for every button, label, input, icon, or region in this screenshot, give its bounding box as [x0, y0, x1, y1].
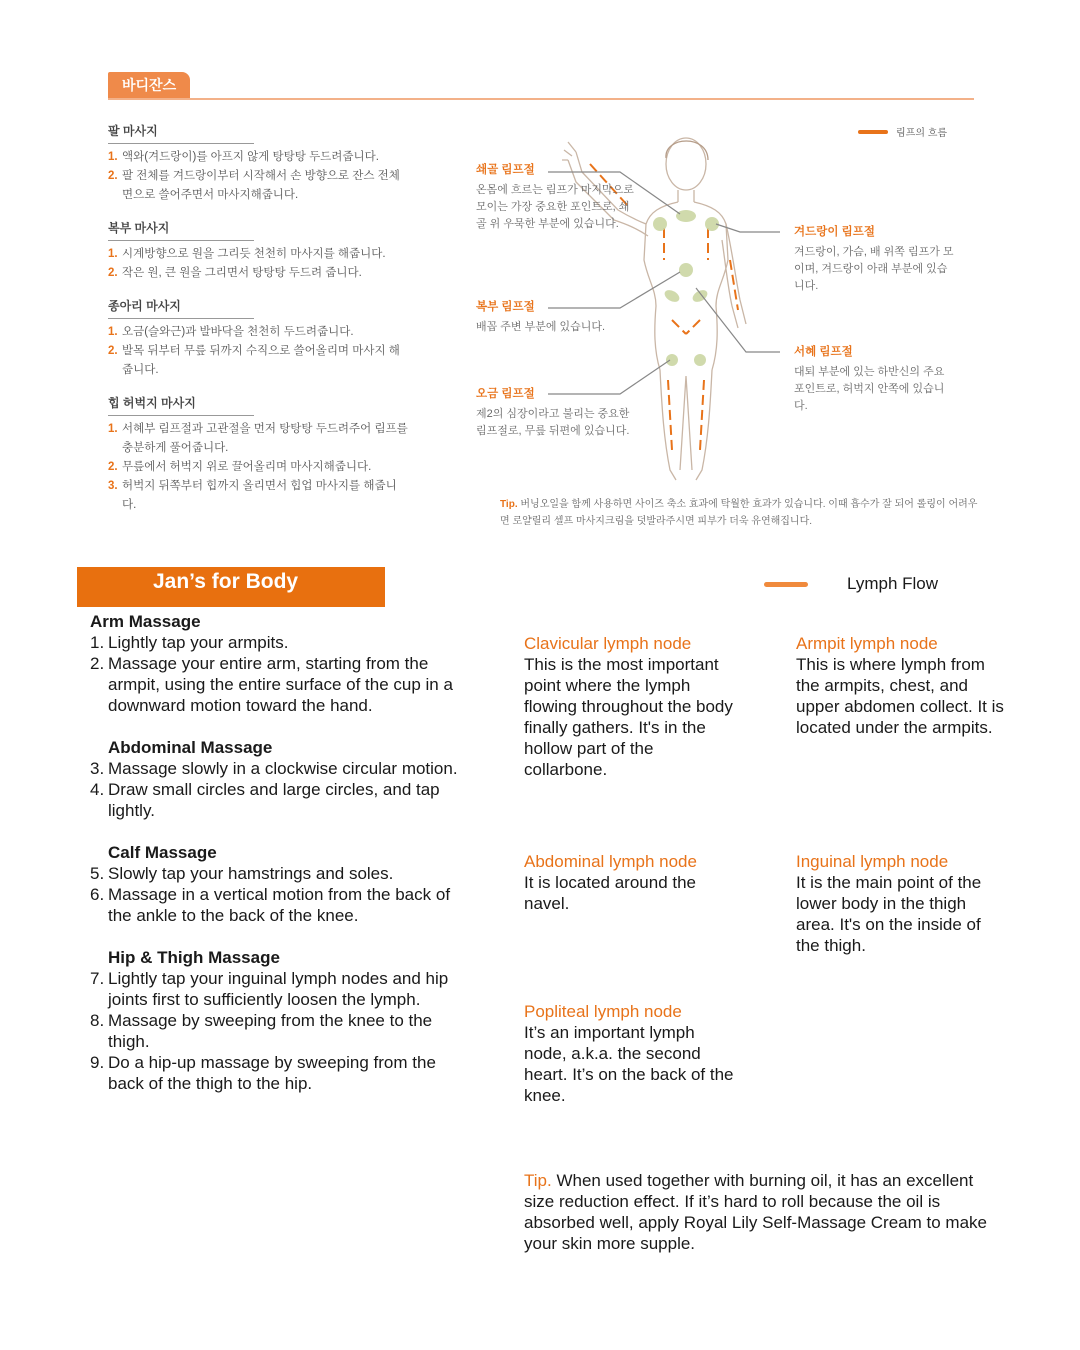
ko-section-title: 종아리 마사지	[108, 297, 254, 319]
ko-section-title: 복부 마사지	[108, 219, 254, 241]
ko-section-title: 팔 마사지	[108, 122, 254, 144]
tip-text: When used together with burning oil, it has an excellent size reduction effect. If it’s hard to roll because the oil is absorbed well, apply Royal Lily Self-Massage Cream to make your skin more supple.	[524, 1171, 987, 1253]
ko-list-item: 1. 시계방향으로 원을 그리듯 천천히 마사지를 해줍니다.	[108, 248, 386, 260]
list-item: 3. Massage slowly in a clockwise circular motion.	[90, 759, 458, 778]
legend-label: Lymph Flow	[847, 574, 939, 593]
ko-legend: 림프의 흐름	[858, 124, 947, 139]
section-title: Hip & Thigh Massage	[108, 948, 280, 967]
ko-list-item: 1. 서혜부 림프절과 고관절을 먼저 탕탕탕 두드려주어 림프를 충분하게 풀어줍니다.	[108, 423, 408, 454]
ko-section-title: 힙 허벅지 마사지	[108, 394, 254, 416]
node-inguinal: Inguinal lymph node It is the main point of the lower body in the thigh area. It's on the inside of the thigh.	[796, 852, 982, 955]
ko-node-popliteal: 오금 림프절 제2의 심장이라고 불리는 중요한 림프절로, 무릎 뒤편에 있습니다.	[476, 388, 630, 437]
korean-divider	[108, 98, 974, 100]
lymph-flow-legend	[764, 574, 938, 594]
list-item: 4. Draw small circles and large circles, and tap lightly.	[90, 780, 440, 820]
node-armpit: Armpit lymph node This is where lymph from the armpits, chest, and upper abdomen collect. It is located under the armpits.	[796, 634, 1004, 737]
ko-list-item: 2. 팔 전체를 겨드랑이부터 시작해서 손 방향으로 잔스 전체면으로 쓸어주면서 마사지해줍니다.	[108, 170, 400, 201]
ko-list-item: 2. 발목 뒤부터 무릎 뒤까지 수직으로 쓸어올리며 마사지 해줍니다.	[108, 345, 400, 376]
korean-tab: 바디잔스	[108, 72, 190, 98]
ko-node-inguinal: 서혜 림프절 대퇴 부분에 있는 하반신의 주요 포인트로, 허벅지 안쪽에 있습니다.	[794, 346, 945, 412]
list-item: 6. Massage in a vertical motion from the back of the ankle to the back of the knee.	[90, 885, 451, 925]
list-item: 7. Lightly tap your inguinal lymph nodes and hip joints first to sufficiently loosen the lymph.	[90, 969, 449, 1009]
korean-instructions	[108, 122, 408, 515]
node-abdominal: Abdominal lymph node It is located around the navel.	[524, 852, 697, 913]
tip-label: Tip.	[524, 1171, 552, 1190]
ko-list-item: 1. 액와(겨드랑이)를 아프지 않게 탕탕탕 두드려줍니다.	[108, 151, 379, 163]
massage-instructions	[90, 611, 462, 1094]
node-clavicular: Clavicular lymph node This is the most important point where the lymph flowing throughout the body finally gathers. It's in the hollow part of the collarbone.	[524, 634, 733, 779]
lymph-flow-swatch	[764, 582, 808, 587]
section-title: Abdominal Massage	[108, 738, 273, 757]
list-item: 5. Slowly tap your hamstrings and soles.	[90, 864, 394, 883]
ko-list-item: 2. 작은 원, 큰 원을 그리면서 탕탕탕 두드려 줍니다.	[108, 267, 362, 279]
page-title-banner: Jan’s for Body	[77, 567, 385, 607]
ko-list-item: 3. 허벅지 뒤쪽부터 힙까지 올리면서 힙업 마사지를 해줍니다.	[108, 480, 397, 511]
section-title: Calf Massage	[108, 843, 217, 862]
node-popliteal: Popliteal lymph node It’s an important lymph node, a.k.a. the second heart. It’s on the back of the knee.	[524, 1002, 734, 1105]
ko-node-abdominal: 복부 림프절 배꼽 주변 부분에 있습니다.	[476, 301, 606, 333]
ko-list-item: 1. 오금(슬와근)과 발바닥을 천천히 두드려줍니다.	[108, 326, 354, 338]
ko-tip: Tip. 버닝오일을 함께 사용하면 사이즈 축소 효과에 탁월한 효과가 있습니다. 이때 흡수가 잘 되어 롤링이 어려우면 로얄릴리 셀프 마사지크림을 덧발라주시면 피부가 더욱 유연해집니다.	[500, 499, 978, 527]
tip-note	[524, 1170, 1004, 1254]
section-title: Arm Massage	[90, 612, 201, 631]
ko-node-armpit: 겨드랑이 림프절 겨드랑이, 가슴, 배 위쪽 림프가 모이며, 겨드랑이 아래 부분에 있습니다.	[794, 226, 954, 292]
ko-node-clavicular: 쇄골 림프절 온몸에 흐르는 림프가 마지막으로 모이는 가장 중요한 포인트로, 쇄골 위 우묵한 부분에 있습니다.	[476, 164, 634, 230]
list-item: 8. Massage by sweeping from the knee to the thigh.	[90, 1011, 433, 1051]
list-item: 2. Massage your entire arm, starting from the armpit, using the entire surface of the cup in a downward motion toward the hand.	[90, 654, 453, 715]
ko-list-item: 2. 무릎에서 허벅지 위로 끌어올리며 마사지해줍니다.	[108, 461, 372, 473]
list-item: 1. Lightly tap your armpits.	[90, 633, 289, 652]
list-item: 9. Do a hip-up massage by sweeping from the back of the thigh to the hip.	[90, 1053, 436, 1093]
